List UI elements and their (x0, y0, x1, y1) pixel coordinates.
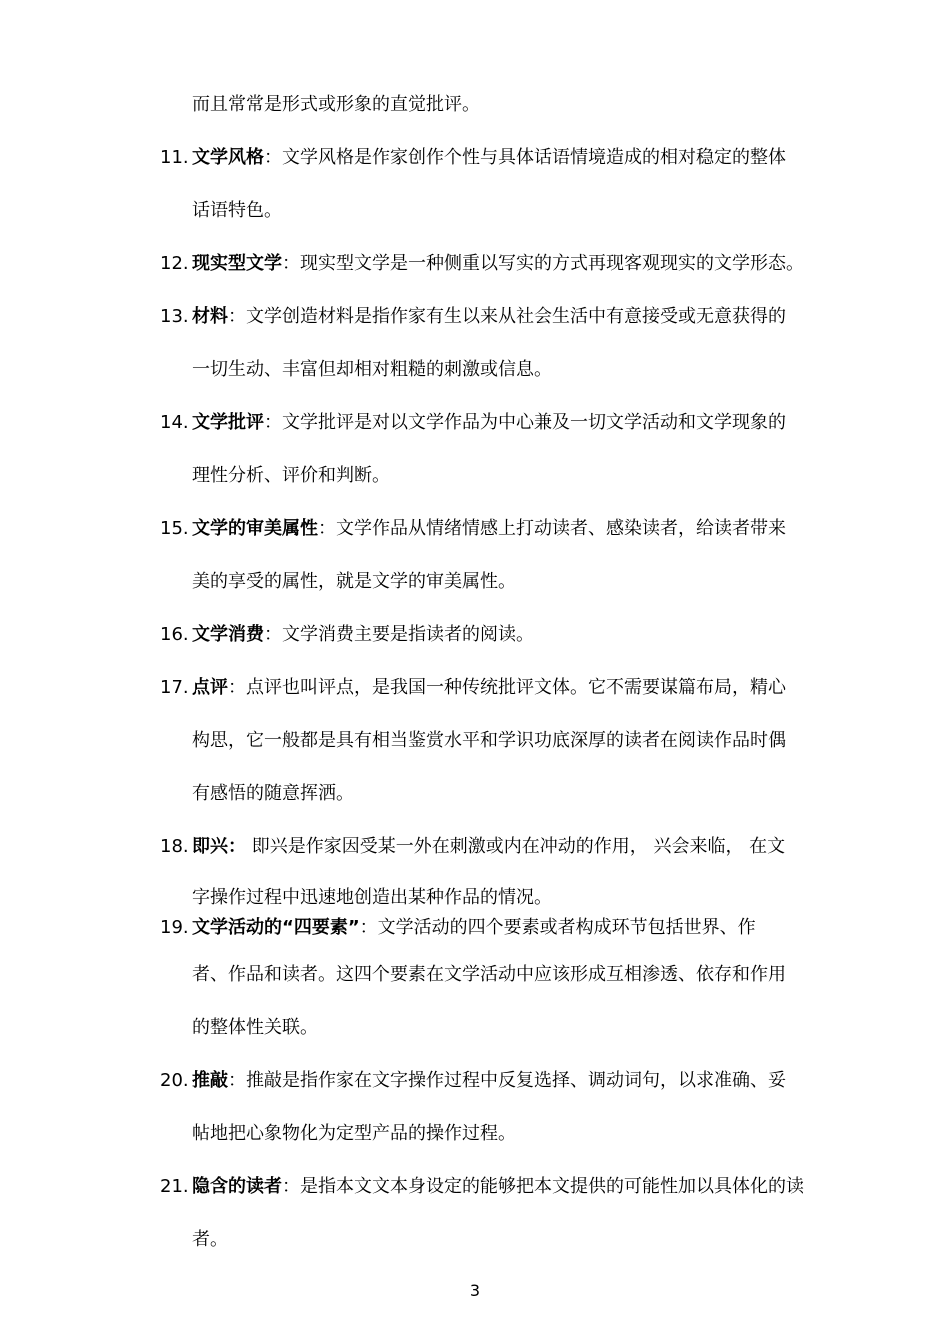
entry-term: 文学批评 (192, 412, 264, 433)
entry-text: 即兴是作家因受某一外在刺激或内在冲动的作用， 兴会来临， 在文 (246, 836, 786, 857)
entry-text: 美的享受的属性，就是文学的审美属性。 (192, 571, 516, 592)
entry-text: ：推敲是指作家在文字操作过程中反复选择、调动词句，以求准确、妥 (228, 1070, 786, 1091)
entry-text: 而且常常是形式或形象的直觉批评。 (192, 94, 480, 115)
entry-term: 文学的审美属性 (192, 518, 318, 539)
entry-term: 现实型文学 (192, 253, 282, 274)
entry-first-line (192, 835, 785, 859)
entry-term: 点评 (192, 677, 228, 698)
entry-number: 14. (160, 412, 189, 433)
entry-number: 19. (160, 917, 189, 938)
entry-text: ：文学风格是作家创作个性与具体话语情境造成的相对稳定的整体 (264, 147, 786, 168)
entry-first-line (192, 305, 786, 329)
entry-first-line (192, 623, 534, 647)
entry-text: 一切生动、丰富但却相对粗糙的刺激或信息。 (192, 359, 552, 380)
entry-text: ：是指本文文本身设定的能够把本文提供的可能性加以具体化的读 (282, 1176, 804, 1197)
entry-number: 21. (160, 1176, 189, 1197)
entry-number: 16. (160, 624, 189, 645)
entry-term: 即兴： (192, 836, 246, 857)
entry-text: ：文学创造材料是指作家有生以来从社会生活中有意接受或无意获得的 (228, 306, 786, 327)
entry-text: 构思，它一般都是具有相当鉴赏水平和学识功底深厚的读者在阅读作品时偶 (192, 730, 786, 751)
entry-text: ：文学批评是对以文学作品为中心兼及一切文学活动和文学现象的 (264, 412, 786, 433)
entry-first-line (192, 517, 786, 541)
entry-term: 推敲 (192, 1070, 228, 1091)
entry-first-line (192, 411, 786, 435)
entry-text: ：文学作品从情绪情感上打动读者、感染读者，给读者带来 (318, 518, 786, 539)
entry-text: ：文学消费主要是指读者的阅读。 (264, 624, 534, 645)
entry-first-line (192, 252, 804, 276)
entry-number: 18. (160, 836, 189, 857)
entry-first-line (192, 1175, 804, 1199)
entry-number: 17. (160, 677, 189, 698)
entry-text: 字操作过程中迅速地创造出某种作品的情况。 (192, 887, 552, 908)
entry-number: 13. (160, 306, 189, 327)
entry-text: 者。 (192, 1229, 228, 1250)
entry-first-line (192, 676, 786, 700)
entry-text: ：文学活动的四个要素或者构成环节包括世界、作 (359, 917, 756, 938)
entry-text: 的整体性关联。 (192, 1017, 318, 1038)
entry-number: 20. (160, 1070, 189, 1091)
page-number: 3 (469, 1281, 481, 1300)
entry-text: 者、作品和读者。这四个要素在文学活动中应该形成互相渗透、依存和作用 (192, 964, 786, 985)
entry-first-line (192, 916, 756, 940)
entry-term: 隐含的读者 (192, 1176, 282, 1197)
entry-number: 11. (160, 147, 189, 168)
entry-term: 材料 (192, 306, 228, 327)
entry-text: ：现实型文学是一种侧重以写实的方式再现客观现实的文学形态。 (282, 253, 804, 274)
entry-text: 有感悟的随意挥洒。 (192, 783, 354, 804)
entry-term: 文学风格 (192, 147, 264, 168)
entry-text: 理性分析、评价和判断。 (192, 465, 390, 486)
entry-first-line (192, 146, 786, 170)
entry-text: 话语特色。 (192, 200, 282, 221)
entry-first-line (192, 1069, 786, 1093)
entry-text: ：点评也叫评点，是我国一种传统批评文体。它不需要谋篇布局，精心 (228, 677, 786, 698)
entry-text: 帖地把心象物化为定型产品的操作过程。 (192, 1123, 516, 1144)
entry-number: 12. (160, 253, 189, 274)
entry-term: 文学消费 (192, 624, 264, 645)
entry-number: 15. (160, 518, 189, 539)
entry-term: 文学活动的“四要素” (192, 917, 360, 938)
